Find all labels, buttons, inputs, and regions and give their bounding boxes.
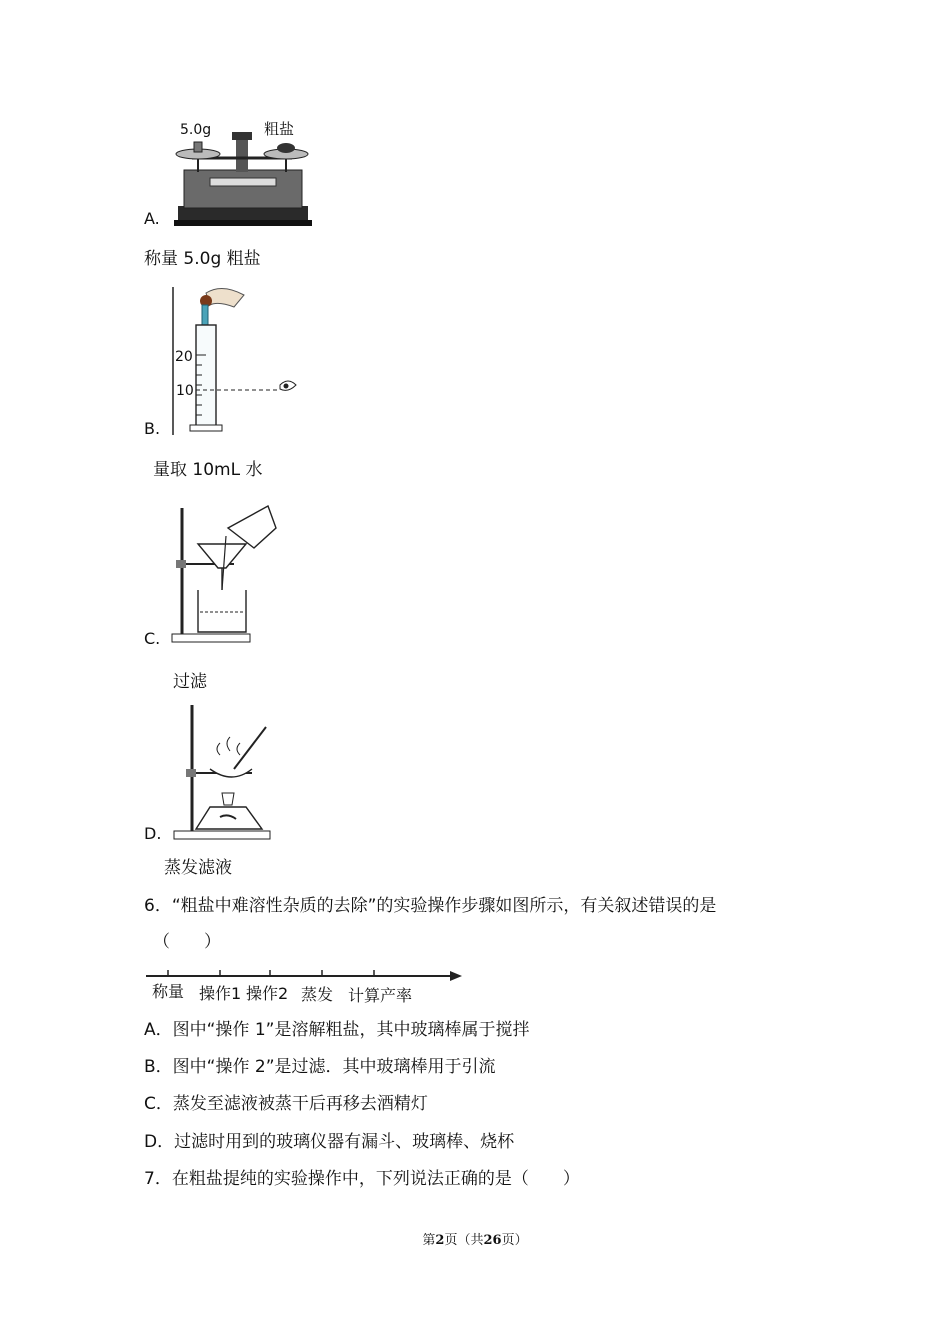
- q6-option-c: C．蒸发至滤液被蒸干后再移去酒精灯: [144, 1094, 428, 1114]
- footer-mid: 页（共: [444, 1233, 484, 1248]
- flow-step-op2: 操作2: [246, 984, 289, 1003]
- page-footer: [0, 1229, 950, 1248]
- evaporation-figure: [170, 703, 280, 843]
- cylinder-figure: [170, 285, 305, 437]
- cylinder-mark-20: 20: [175, 349, 193, 365]
- q6-stem: 6．“粗盐中难溶性杂质的去除”的实验操作步骤如图所示，有关叙述错误的是: [144, 896, 717, 916]
- footer-pre: 第: [422, 1233, 436, 1248]
- option-b-caption: 量取 10mL 水: [153, 460, 263, 480]
- q6-blank: （ ）: [153, 932, 221, 952]
- q6-option-d: D．过滤时用到的玻璃仪器有漏斗、玻璃棒、烧杯: [144, 1132, 515, 1152]
- flow-step-op1: 操作1: [199, 984, 242, 1003]
- option-d-letter: D.: [144, 824, 162, 843]
- process-flow-diagram: [144, 966, 464, 1006]
- q6-option-a: A．图中“操作 1”是溶解粗盐，其中玻璃棒属于搅拌: [144, 1020, 530, 1040]
- balance-weight-label: 5.0g: [180, 122, 212, 138]
- footer-total: 26: [483, 1233, 502, 1248]
- flow-step-yield: 计算产率: [348, 986, 413, 1005]
- footer-page: 2: [435, 1233, 445, 1248]
- option-c-letter: C.: [144, 629, 161, 648]
- option-b-letter: B.: [144, 419, 161, 438]
- q7-stem: 7．在粗盐提纯的实验操作中，下列说法正确的是（ ）: [144, 1169, 580, 1189]
- flow-step-weigh: 称量: [152, 982, 185, 1001]
- filtration-figure: [168, 498, 283, 646]
- balance-figure: [170, 118, 315, 228]
- option-d-caption: 蒸发滤液: [164, 858, 232, 878]
- q6-option-b: B．图中“操作 2”是过滤．其中玻璃棒用于引流: [144, 1057, 496, 1077]
- balance-item-label: 粗盐: [264, 120, 295, 138]
- option-c-caption: 过滤: [173, 672, 207, 692]
- option-a-letter: A.: [144, 209, 160, 228]
- cylinder-mark-10: 10: [176, 383, 194, 399]
- footer-post: 页）: [501, 1233, 528, 1248]
- flow-step-evaporate: 蒸发: [301, 985, 334, 1004]
- option-a-caption: 称量 5.0g 粗盐: [144, 249, 261, 269]
